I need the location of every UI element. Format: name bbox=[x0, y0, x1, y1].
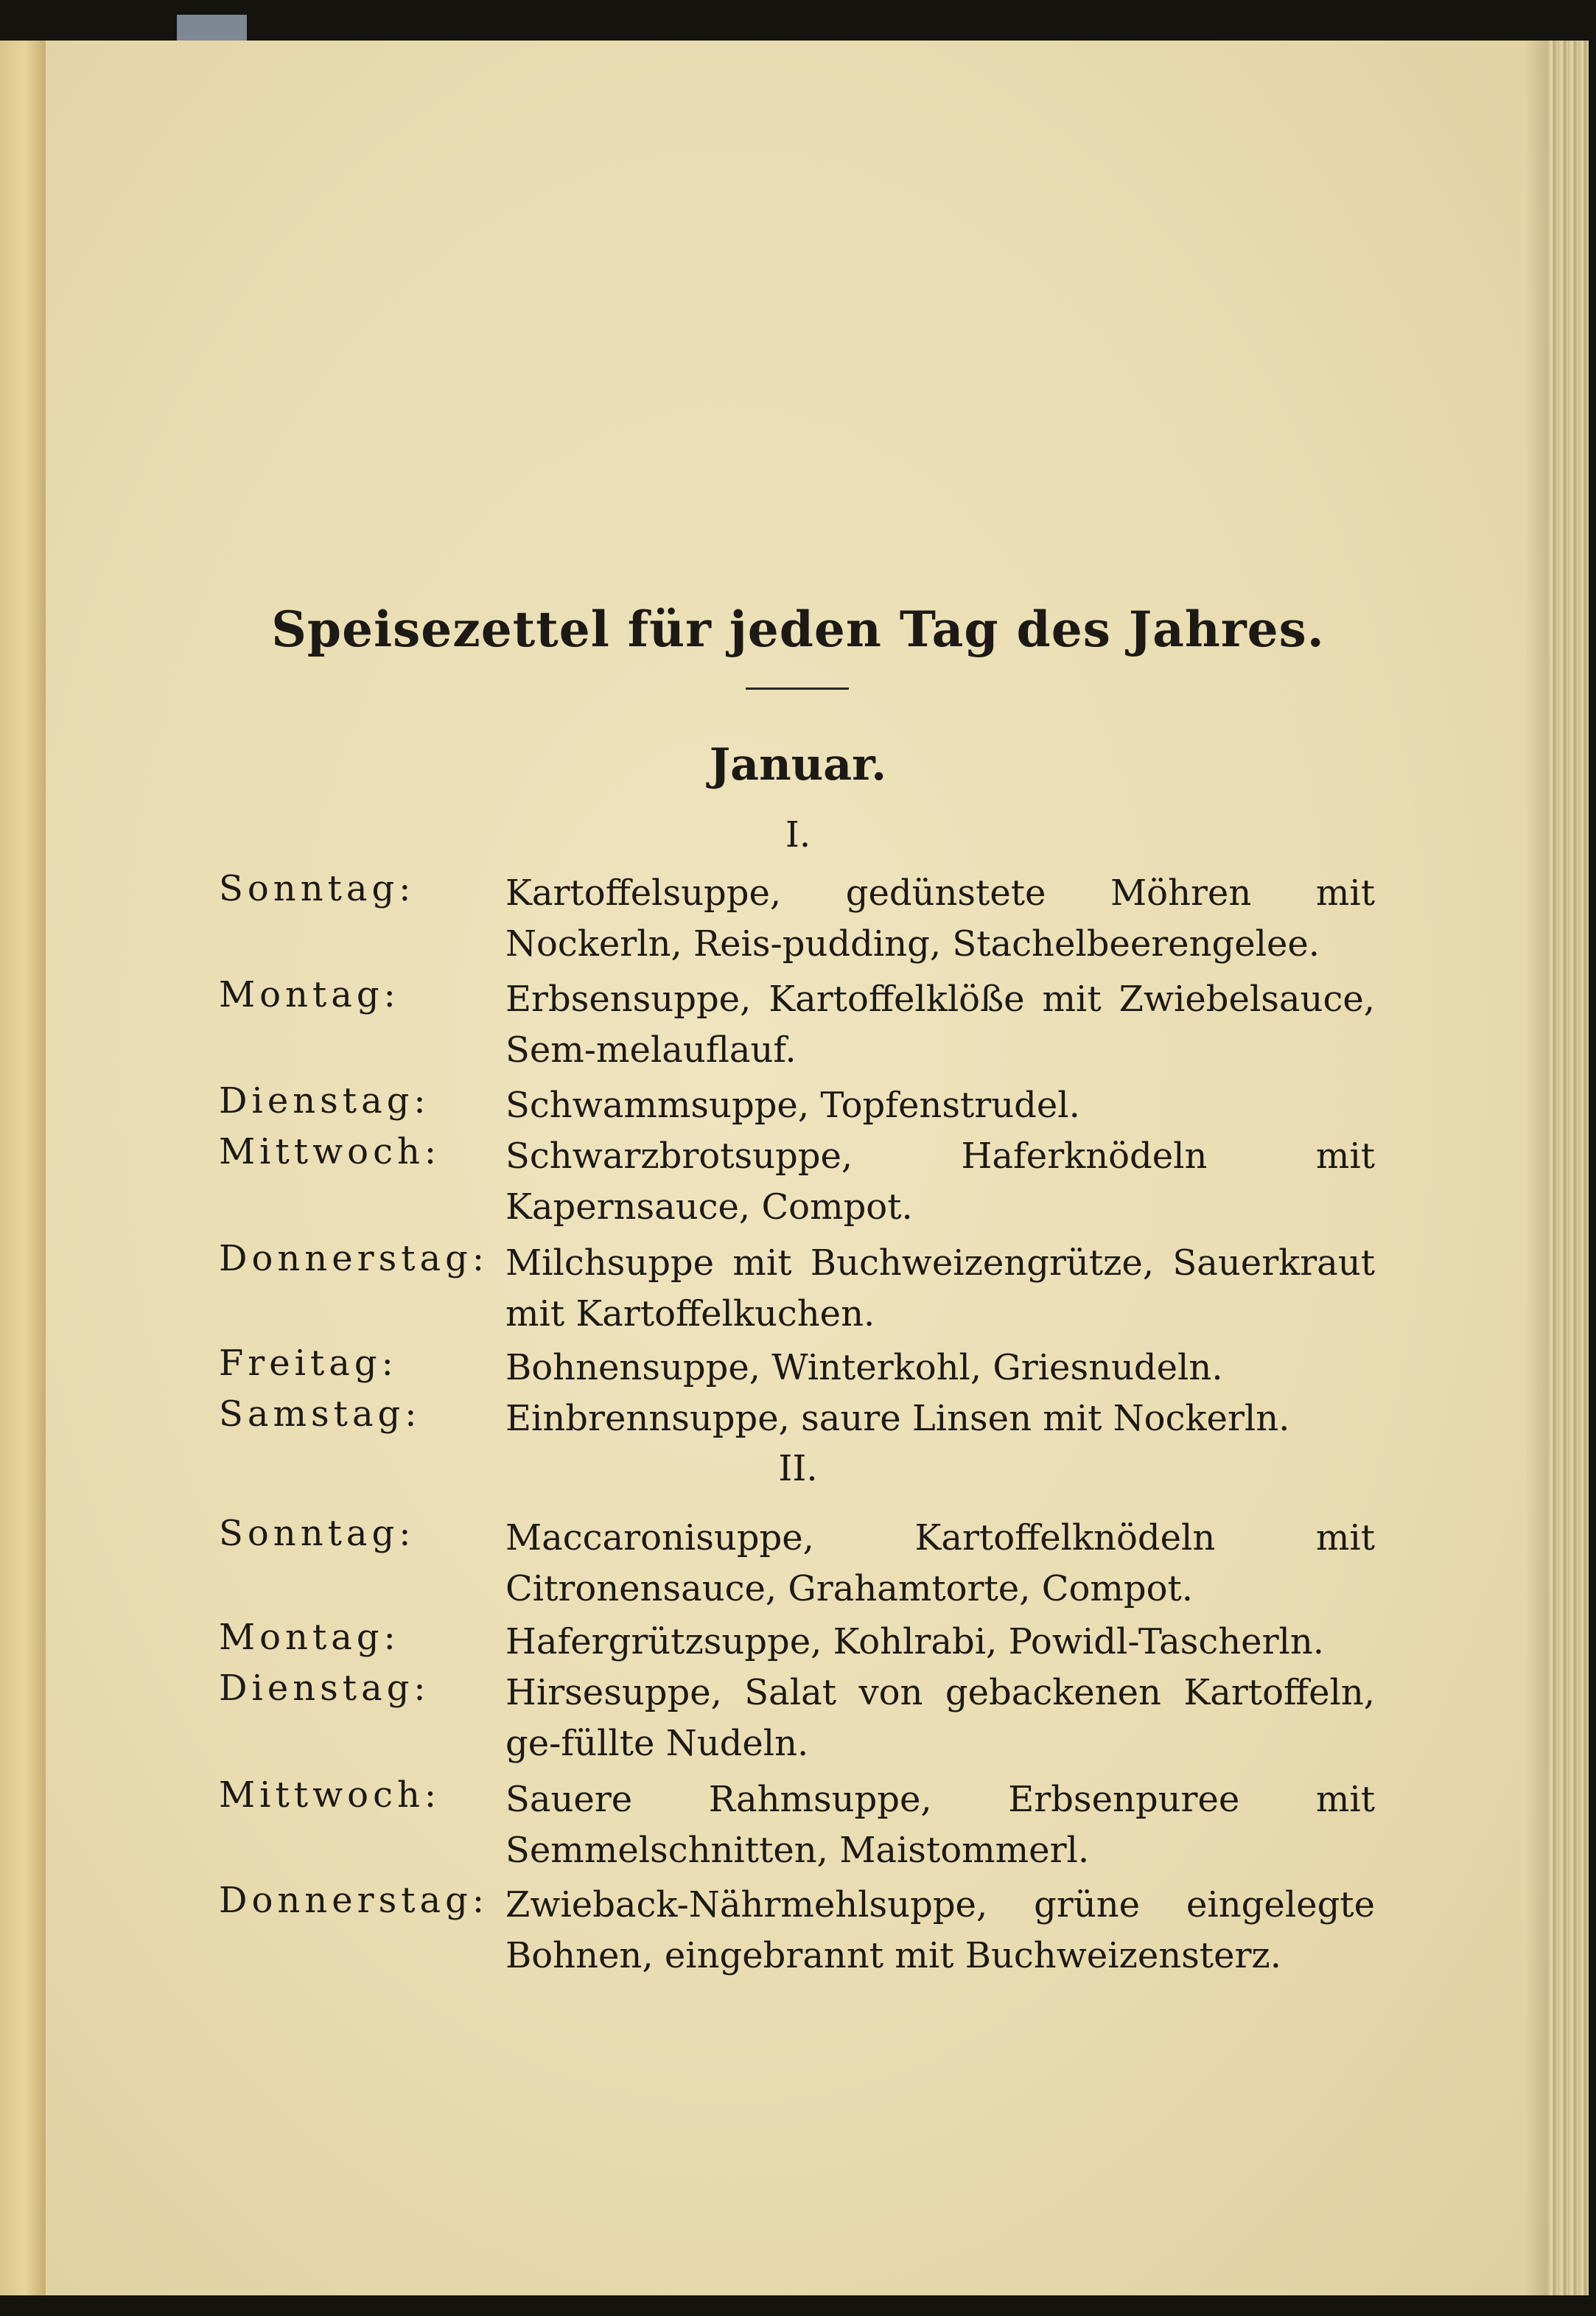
week-numeral: I. bbox=[785, 814, 811, 856]
menu-text: Maccaronisuppe, Kartoffelknödeln mit Citronensauce, Grahamtorte, Compot. bbox=[505, 1517, 1375, 1609]
day-label: Donnerstag: bbox=[219, 1238, 489, 1279]
day-label: Donnerstag: bbox=[219, 1880, 489, 1921]
menu-text: Hirsesuppe, Salat von gebackenen Kartoffeln, ge-füllte Nudeln. bbox=[505, 1672, 1375, 1764]
menu-text: Bohnensuppe, Winterkohl, Griesnudeln. bbox=[505, 1347, 1223, 1388]
day-label: Montag: bbox=[219, 1617, 400, 1658]
menu-text: Zwieback-Nährmehlsuppe, grüne eingelegte Bohnen, eingebrannt mit Buchweizensterz. bbox=[505, 1884, 1375, 1976]
page-stack-edges bbox=[1547, 41, 1589, 2295]
month-heading: Januar. bbox=[709, 739, 887, 791]
title-divider bbox=[746, 688, 849, 690]
menu-text: Hafergrützsuppe, Kohlrabi, Powidl-Tascherln. bbox=[505, 1621, 1325, 1662]
day-label: Samstag: bbox=[219, 1393, 421, 1435]
day-label: Mittwoch: bbox=[219, 1774, 441, 1816]
page-title: Speisezettel für jeden Tag des Jahres. bbox=[271, 601, 1325, 658]
day-label: Sonntag: bbox=[219, 868, 416, 909]
day-label: Freitag: bbox=[219, 1343, 398, 1384]
menu-text: Kartoffelsuppe, gedünstete Möhren mit Nockerln, Reis-pudding, Stachelbeerengelee. bbox=[505, 872, 1375, 965]
day-label: Dienstag: bbox=[219, 1080, 430, 1122]
menu-text: Milchsuppe mit Buchweizengrütze, Sauerkraut mit Kartoffelkuchen. bbox=[505, 1242, 1375, 1334]
menu-text: Erbsensuppe, Kartoffelklöße mit Zwiebelsauce, Sem-melauflauf. bbox=[505, 979, 1375, 1071]
day-label: Montag: bbox=[219, 974, 400, 1015]
day-label: Mittwoch: bbox=[219, 1131, 441, 1172]
menu-text: Sauere Rahmsuppe, Erbsenpuree mit Semmelschnitten, Maistommerl. bbox=[505, 1779, 1375, 1871]
menu-text: Schwarzbrotsuppe, Haferknödeln mit Kapernsauce, Compot. bbox=[505, 1136, 1375, 1228]
menu-text: Schwammsuppe, Topfenstrudel. bbox=[505, 1085, 1080, 1126]
week-numeral: II. bbox=[778, 1448, 818, 1489]
menu-text: Einbrennsuppe, saure Linsen mit Nockerln. bbox=[505, 1398, 1290, 1439]
day-label: Sonntag: bbox=[219, 1513, 416, 1554]
day-label: Dienstag: bbox=[219, 1668, 430, 1709]
facing-page-edge bbox=[0, 41, 46, 2295]
